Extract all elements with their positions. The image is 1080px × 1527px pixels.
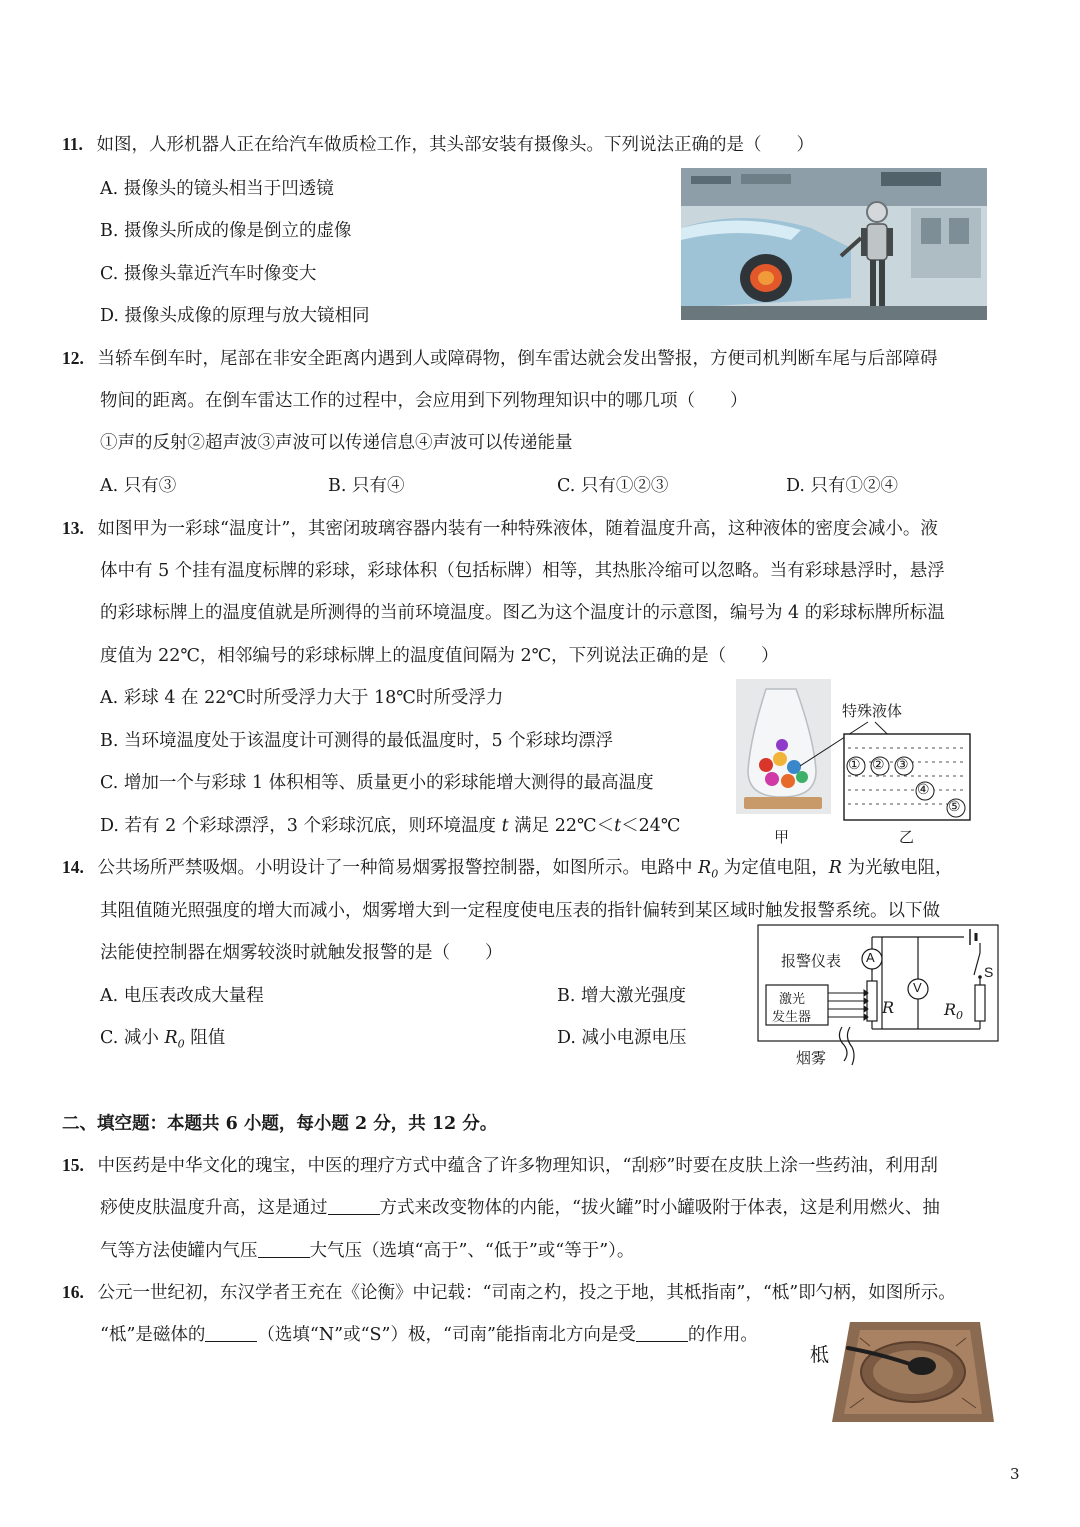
q14-r-label: R (882, 998, 895, 1017)
q14-line1-c: 为光敏电阻， (841, 858, 953, 878)
q11-option-c: C. 摄像头靠近汽车时像变大 (100, 264, 317, 284)
q16-number: 16. (62, 1282, 84, 1302)
q13-option-d-pre: D. 若有 2 个彩球漂浮，3 个彩球沉底，则环境温度 (100, 816, 502, 836)
q16-blank-2[interactable] (636, 1323, 688, 1342)
q16-line2-c: 的作用。 (687, 1325, 758, 1345)
q11-robot-car-photo (681, 168, 987, 320)
q13-ball-2: ② (872, 757, 885, 773)
q14-r0-label-sub: 0 (956, 1009, 964, 1023)
q14-alarm-label: 报警仪表 (781, 952, 842, 970)
q13-option-c: C. 增加一个与彩球 1 体积相等、质量更小的彩球能增大测得的最高温度 (100, 773, 654, 793)
q14-option-c (100, 1024, 225, 1051)
q15-blank-1[interactable] (328, 1196, 380, 1215)
q13-option-d-end: ＜24℃ (621, 816, 681, 836)
fixed-resistor-icon (975, 985, 985, 1021)
q14-option-d: D. 减小电源电压 (557, 1028, 687, 1048)
q13-option-d-post: 满足 22℃＜ (508, 816, 615, 836)
q13-option-b: B. 当环境温度处于该温度计可测得的最低温度时，5 个彩球均漂浮 (100, 731, 614, 751)
q14-line1-b: 为定值电阻， (718, 858, 829, 878)
q12-option-b: B. 只有④ (328, 476, 405, 496)
q13-caption-a: 甲 (774, 828, 790, 846)
q13-stem-line2: 体中有 5 个挂有温度标牌的彩球，彩球体积（包括标牌）相等，其热胀冷缩可以忽略。当有彩球悬浮时，悬浮 (100, 561, 945, 581)
q16-sinan-photo (830, 1318, 996, 1424)
q14-option-c-post: 阻值 (184, 1028, 226, 1048)
q13-option-d (100, 812, 681, 837)
q12-number: 12. (62, 348, 84, 368)
q14-option-c-pre: C. 减小 (100, 1028, 165, 1048)
q13-caption-b: 乙 (899, 828, 915, 846)
q12-option-a: A. 只有③ (100, 476, 177, 496)
q13-ball-4: ④ (917, 782, 930, 798)
q16-line2 (100, 1321, 758, 1346)
q15-number: 15. (62, 1155, 84, 1175)
q15-blank-2[interactable] (258, 1239, 310, 1258)
q14-line3: 法能使控制器在烟雾较淡时就触发报警的是（ ） (100, 943, 503, 963)
q14-line1-a: 公共场所严禁吸烟。小明设计了一种简易烟雾报警控制器，如图所示。电路中 (97, 858, 699, 878)
q12-items: ①声的反射②超声波③声波可以传递信息④声波可以传递能量 (100, 433, 573, 453)
q12-option-c: C. 只有①②③ (557, 476, 669, 496)
q14-voltmeter-label: V (913, 980, 922, 995)
q11-stem: 如图，人形机器人正在给汽车做质检工作，其头部安装有摄像头。下列说法正确的是（ ） (96, 135, 814, 155)
q12 (62, 345, 937, 370)
q14-option-b: B. 增大激光强度 (557, 986, 686, 1006)
q14-option-c-r: R (164, 1028, 178, 1048)
sinan-compass-illustration (830, 1318, 996, 1424)
robot-car-illustration (681, 168, 987, 320)
q14-number: 14. (62, 857, 84, 877)
q15-line2 (100, 1194, 940, 1219)
q14-r0-label (944, 1000, 963, 1022)
q14-line2: 其阻值随光照强度的增大而减小，烟雾增大到一定程度使电压表的指针偏转到某区域时触发报警系统。以下做 (100, 901, 940, 921)
q13-ball-3: ③ (896, 757, 909, 773)
q15-line3 (100, 1237, 634, 1262)
q13-stem-line4: 度值为 22℃，相邻编号的彩球标牌上的温度值间隔为 2℃，下列说法正确的是（ ） (100, 646, 779, 666)
q14-line1-r0-sub: 0 (711, 867, 719, 881)
q11-number: 11. (62, 134, 83, 154)
q16-blank-1[interactable] (205, 1323, 257, 1342)
section2-heading: 二、填空题：本题共 6 小题，每小题 2 分，共 12 分。 (62, 1114, 498, 1134)
q16-line2-b: （选填“N”或“S”）极，“司南”能指南北方向是受 (257, 1325, 636, 1345)
q16-line2-a: “柢”是磁体的 (100, 1325, 206, 1345)
q13 (62, 515, 938, 540)
q14-line1-r0: R (698, 858, 712, 878)
q15-line1: 中医药是中华文化的瑰宝，中医的理疗方式中蕴含了许多物理知识，“刮痧”时要在皮肤上涂一些药油，利用刮 (97, 1156, 938, 1176)
q14 (62, 854, 953, 881)
q14-switch-label: S (984, 964, 994, 980)
q11-option-d: D. 摄像头成像的原理与放大镜相同 (100, 306, 370, 326)
q13-liquid-label: 特殊液体 (842, 702, 903, 720)
q13-stem-line1: 如图甲为一彩球“温度计”，其密闭玻璃容器内装有一种特殊液体，随着温度升高，这种液体的密度会减小。液 (97, 519, 938, 539)
q13-ball-5: ⑤ (948, 799, 961, 815)
q15 (62, 1152, 938, 1177)
smoke-icon (839, 1027, 847, 1061)
q13-option-a: A. 彩球 4 在 22℃时所受浮力大于 18℃时所受浮力 (100, 688, 504, 708)
q14-r0-label-r: R (944, 1000, 957, 1019)
q16 (62, 1279, 956, 1304)
q13-option-d-var2: t (614, 816, 622, 836)
q12-option-d: D. 只有①②④ (786, 476, 899, 496)
q14-line1-r: R (828, 858, 842, 878)
q14-option-c-sub: 0 (177, 1037, 185, 1051)
q16-handle-label: 柢 (810, 1344, 830, 1366)
q14-laser-label-1: 激光 (779, 992, 806, 1007)
q16-line1: 公元一世纪初，东汉学者王充在《论衡》中记载：“司南之杓，投之于地，其柢指南”，“柢”即勺柄，如图所示。 (97, 1283, 956, 1303)
q12-stem-line2: 物间的距离。在倒车雷达工作的过程中，会应用到下列物理知识中的哪几项（ ） (100, 391, 748, 411)
q15-line3-a: 气等方法使罐内气压 (100, 1241, 258, 1261)
q13-stem-line3: 的彩球标牌上的温度值就是所测得的当前环境温度。图乙为这个温度计的示意图，编号为 4 的彩球标牌所标温 (100, 603, 945, 623)
q13-ball-1: ① (848, 757, 861, 773)
q14-ammeter-label: A (866, 950, 875, 965)
q14-laser-label-2: 发生器 (772, 1010, 812, 1025)
q14-smoke-label: 烟雾 (796, 1049, 827, 1067)
q15-line2-b: 方式来改变物体的内能，“拔火罐”时小罐吸附于体表，这是利用燃火、抽 (379, 1198, 940, 1218)
q11 (62, 131, 814, 156)
q11-option-a: A. 摄像头的镜头相当于凹透镜 (100, 179, 334, 199)
q11-option-b: B. 摄像头所成的像是倒立的虚像 (100, 221, 352, 241)
q14-option-a: A. 电压表改成大量程 (100, 986, 264, 1006)
q15-line2-a: 痧使皮肤温度升高，这是通过 (100, 1198, 328, 1218)
q12-stem-line1: 当轿车倒车时，尾部在非安全距离内遇到人或障碍物，倒车雷达就会发出警报，方便司机判断车尾与后部障碍 (97, 349, 938, 369)
q13-number: 13. (62, 518, 84, 538)
q15-line3-b: 大气压（选填“高于”、“低于”或“等于”）。 (309, 1241, 635, 1261)
q13-option-d-var: t (501, 816, 509, 836)
page-number: 3 (1010, 1465, 1020, 1483)
